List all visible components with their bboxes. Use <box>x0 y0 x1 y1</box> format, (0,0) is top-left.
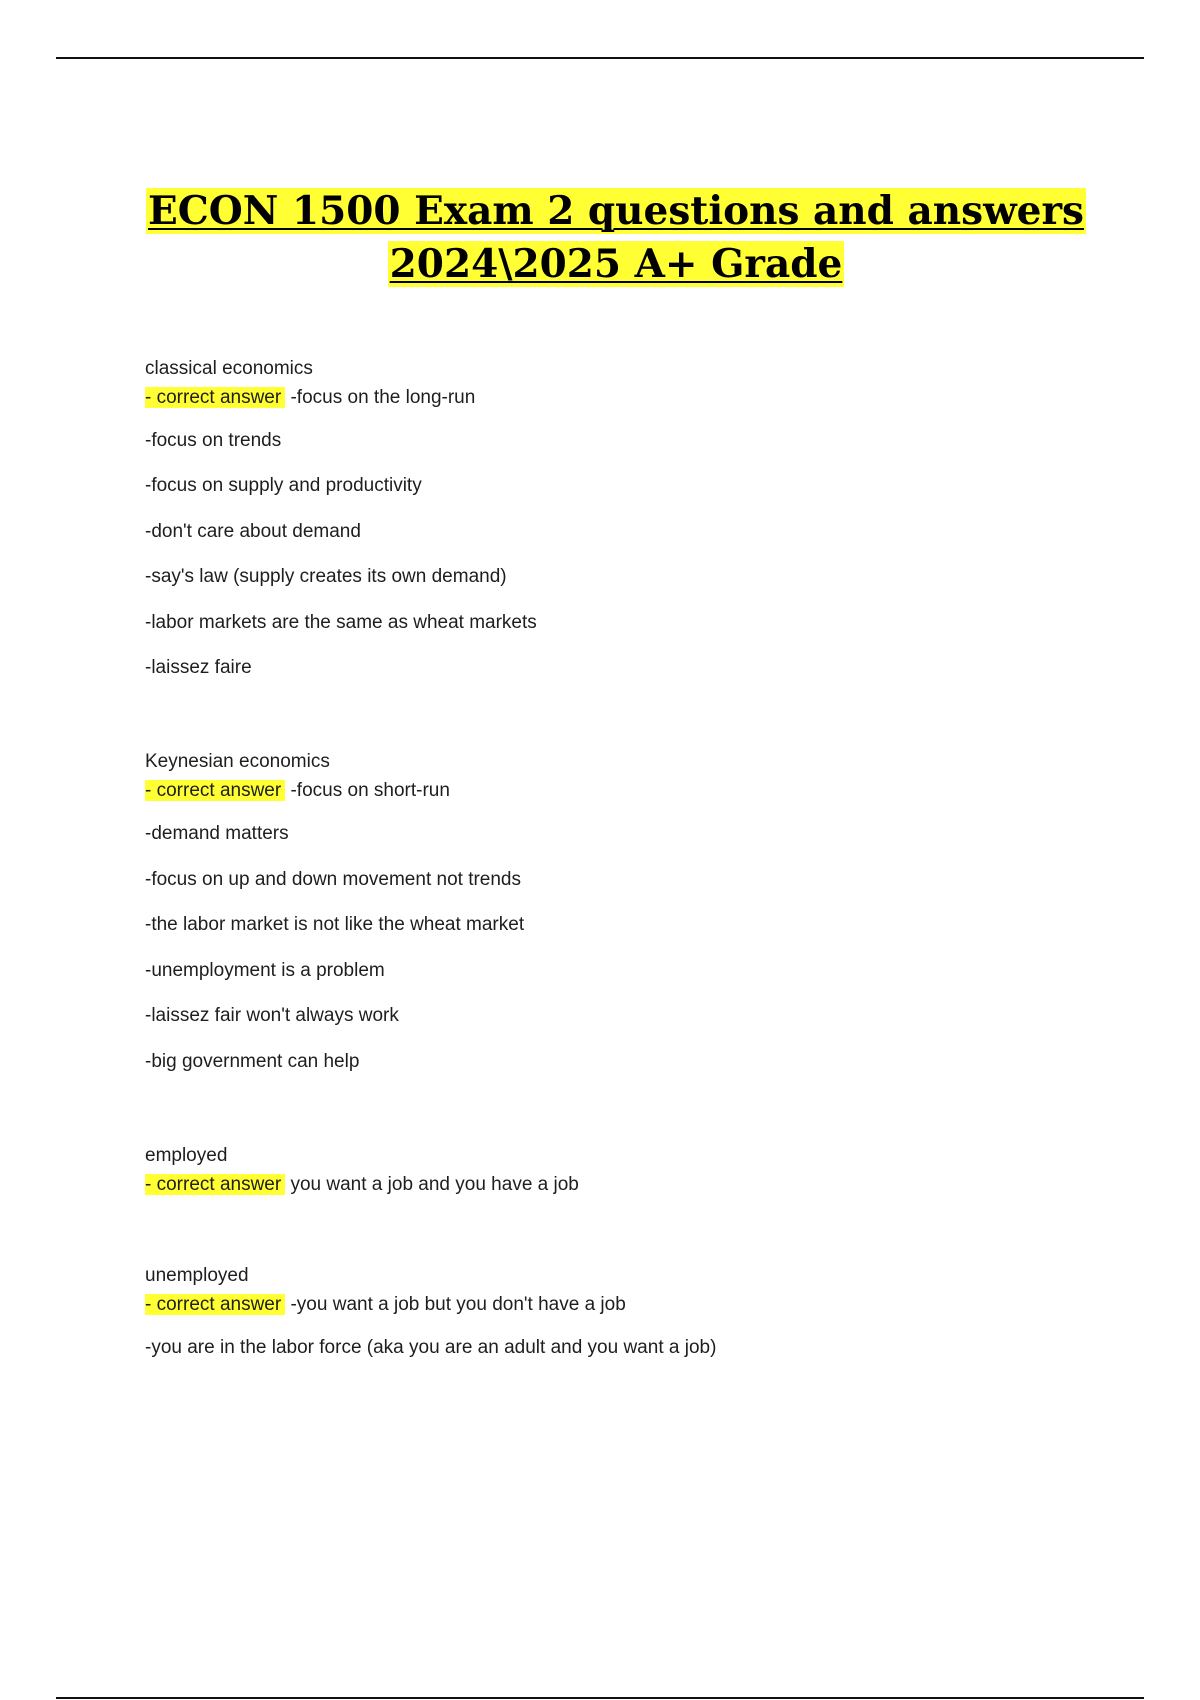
correct-answer-marker: - correct answer <box>145 1294 285 1315</box>
answer-row <box>145 1291 716 1319</box>
answer-line: -unemployment is a problem <box>145 960 385 981</box>
qa-entry-classical-economics <box>145 356 537 680</box>
entry-term: employed <box>145 1145 228 1166</box>
title-line-2: 2024\2025 A+ Grade <box>389 241 843 287</box>
answer-row <box>145 384 537 412</box>
answer-line: -don't care about demand <box>145 521 361 542</box>
answer-first-line: you want a job and you have a job <box>290 1174 579 1195</box>
bottom-rule <box>56 1697 1144 1699</box>
title-line-1: ECON 1500 Exam 2 questions and answers <box>148 188 1084 234</box>
answer-line: -laissez fair won't always work <box>145 1005 399 1026</box>
answer-first-line: -focus on short-run <box>290 780 450 801</box>
top-rule <box>56 57 1144 59</box>
answer-line: -big government can help <box>145 1051 360 1072</box>
answer-line: -you are in the labor force (aka you are an adult and you want a job) <box>145 1337 717 1358</box>
correct-answer-marker: - correct answer <box>145 387 285 408</box>
qa-entry-keynesian-economics <box>145 749 524 1074</box>
qa-entry-employed <box>145 1143 579 1199</box>
answer-line: -labor markets are the same as wheat markets <box>145 612 537 633</box>
answer-first-line: -you want a job but you don't have a job <box>290 1294 626 1315</box>
answer-line: -focus on supply and productivity <box>145 475 422 496</box>
answer-line: -say's law (supply creates its own demand) <box>145 566 507 587</box>
answer-line: -focus on up and down movement not trends <box>145 869 522 890</box>
correct-answer-marker: - correct answer <box>145 780 285 801</box>
entry-term: Keynesian economics <box>145 751 330 772</box>
page-title <box>0 185 1200 291</box>
answer-line: -demand matters <box>145 823 289 844</box>
answer-line: -laissez faire <box>145 657 252 678</box>
answer-first-line: -focus on the long-run <box>290 387 476 408</box>
answer-row <box>145 1171 579 1199</box>
answer-line: -the labor market is not like the wheat market <box>145 914 525 935</box>
entry-term: classical economics <box>145 358 313 379</box>
correct-answer-marker: - correct answer <box>145 1174 285 1195</box>
answer-line: -focus on trends <box>145 430 282 451</box>
qa-entry-unemployed <box>145 1263 716 1360</box>
entry-term: unemployed <box>145 1265 249 1286</box>
answer-row <box>145 777 524 805</box>
